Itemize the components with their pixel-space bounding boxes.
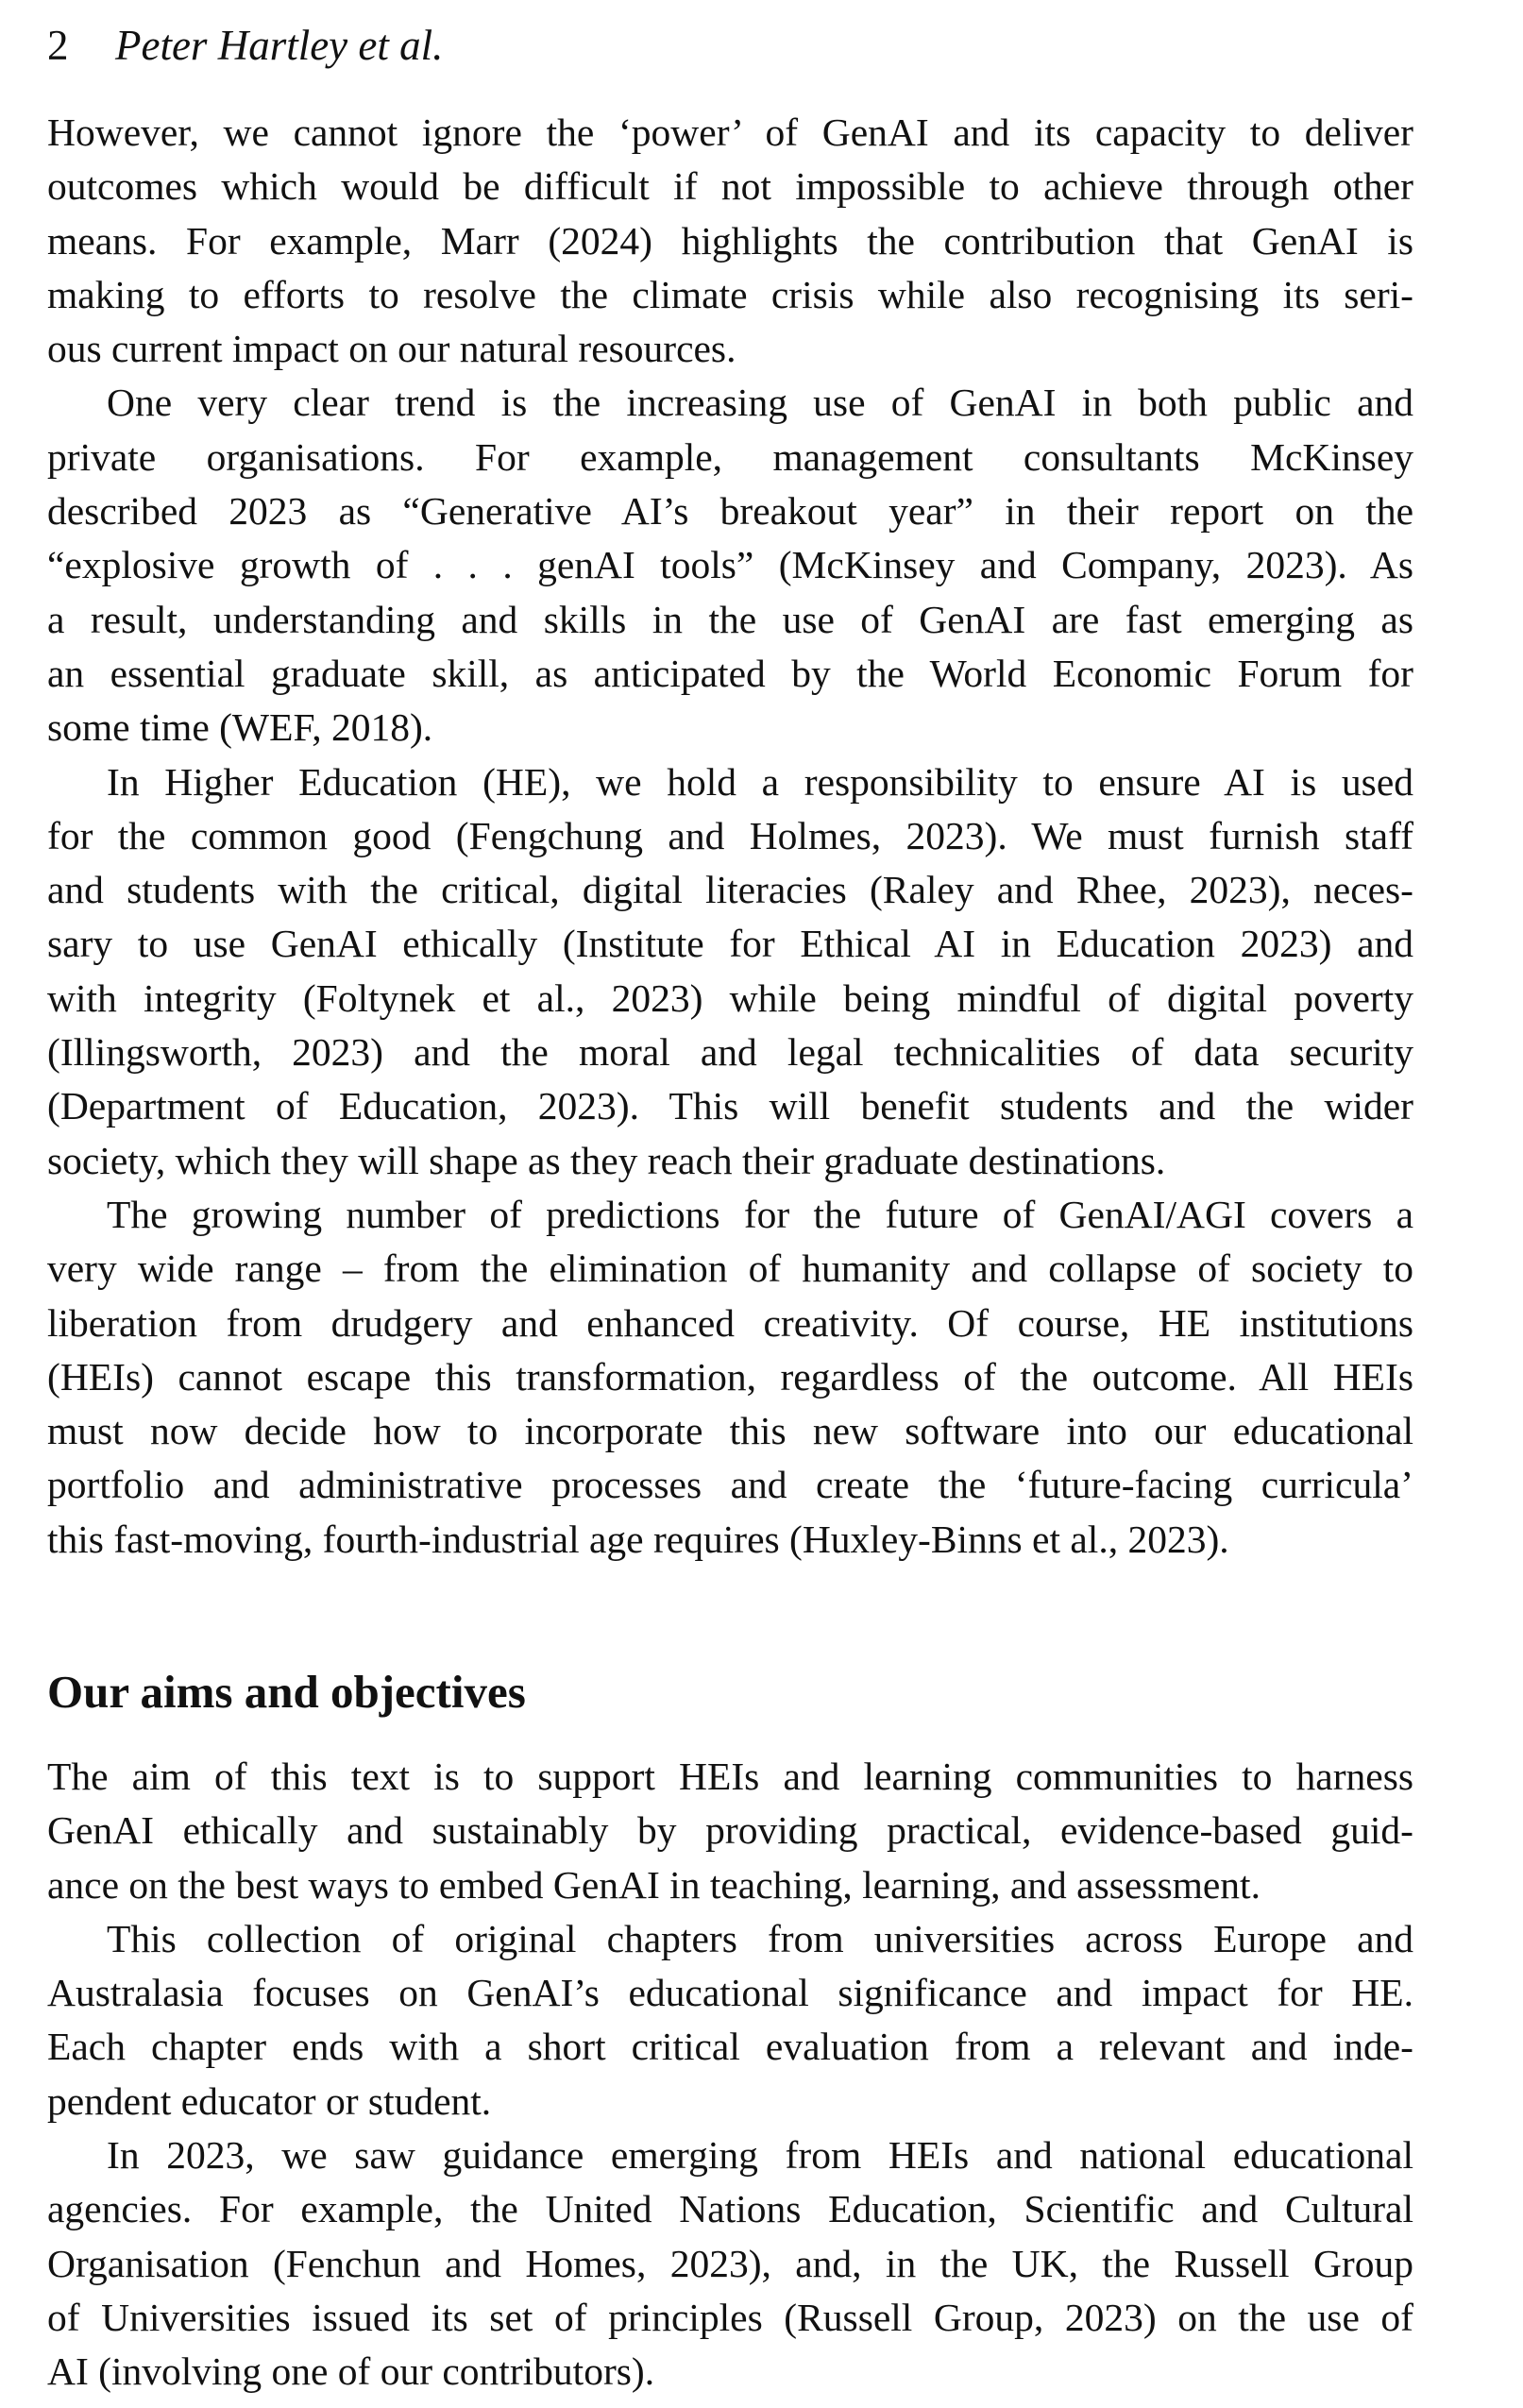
text-line: pendent educator or student.	[47, 2078, 492, 2123]
text-line: ance on the best ways to embed GenAI in teaching, learning, and assessment.	[47, 1862, 1261, 1907]
text-line: and students with the critical, digital literacies (Raley and Rhee, 2023), neces-	[47, 868, 1413, 912]
text-line: sary to use GenAI ethically (Institute for Ethical AI in Education 2023) and	[47, 922, 1413, 966]
text-line: private organisations. For example, management consultants McKinsey	[47, 434, 1413, 479]
text-line: portfolio and administrative processes and create the ‘future-facing curricula’	[47, 1463, 1413, 1507]
paragraph	[47, 106, 1413, 376]
text-line: ous current impact on our natural resources.	[47, 327, 736, 371]
body-section-intro	[47, 106, 1413, 1567]
text-line: However, we cannot ignore the ‘power’ of GenAI and its capacity to deliver	[47, 110, 1413, 154]
paragraph	[47, 1912, 1413, 2128]
text-line: society, which they will shape as they reach their graduate destinations.	[47, 1138, 1166, 1182]
text-line: In Higher Education (HE), we hold a responsibility to ensure AI is used	[107, 759, 1413, 804]
text-line: (HEIs) cannot escape this transformation, regardless of the outcome. All HEIs	[47, 1354, 1413, 1399]
text-line: outcomes which would be difficult if not impossible to achieve through other	[47, 164, 1413, 209]
text-line: GenAI ethically and sustainably by providing practical, evidence-based guid-	[47, 1808, 1413, 1853]
paragraph	[47, 755, 1413, 1188]
text-line: a result, understanding and skills in the use of GenAI are fast emerging as	[47, 597, 1413, 641]
text-line: of Universities issued its set of principles (Russell Group, 2023) on the use of	[47, 2295, 1413, 2339]
running-head-authors: Peter Hartley et al.	[115, 22, 444, 69]
section-heading: Our aims and objectives	[47, 1666, 526, 1718]
text-line: AI (involving one of our contributors).	[47, 2349, 655, 2394]
text-line: “explosive growth of . . . genAI tools” (McKinsey and Company, 2023). As	[47, 543, 1413, 587]
text-line: One very clear trend is the increasing use of GenAI in both public and	[107, 381, 1413, 425]
text-line: Organisation (Fenchun and Homes, 2023), and, in the UK, the Russell Group	[47, 2241, 1413, 2285]
paragraph	[47, 376, 1413, 755]
running-head	[47, 17, 443, 74]
text-line: The growing number of predictions for the future of GenAI/AGI covers a	[107, 1192, 1413, 1236]
text-line: (Department of Education, 2023). This will benefit students and the wider	[47, 1084, 1413, 1128]
body-section-aims	[47, 1750, 1413, 2400]
text-line: this fast-moving, fourth-industrial age requires (Huxley-Binns et al., 2023).	[47, 1517, 1229, 1561]
text-line: means. For example, Marr (2024) highlights the contribution that GenAI is	[47, 218, 1413, 263]
text-line: Australasia focuses on GenAI’s educational significance and impact for HE.	[47, 1971, 1413, 2015]
text-line: making to efforts to resolve the climate crisis while also recognising its seri-	[47, 272, 1413, 316]
text-line: an essential graduate skill, as anticipated by the World Economic Forum for	[47, 651, 1413, 695]
text-line: agencies. For example, the United Nations Education, Scientific and Cultural	[47, 2187, 1413, 2231]
text-line: must now decide how to incorporate this new software into our educational	[47, 1409, 1413, 1453]
text-line: liberation from drudgery and enhanced creativity. Of course, HE institutions	[47, 1300, 1413, 1345]
paragraph	[47, 1188, 1413, 1567]
text-line: The aim of this text is to support HEIs and learning communities to harness	[47, 1755, 1413, 1798]
paragraph	[47, 1750, 1413, 1912]
text-line: Each chapter ends with a short critical evaluation from a relevant and inde-	[47, 2025, 1413, 2069]
text-line: described 2023 as “Generative AI’s breakout year” in their report on the	[47, 489, 1413, 534]
text-line: some time (WEF, 2018).	[47, 705, 433, 750]
text-line: (Illingsworth, 2023) and the moral and legal technicalities of data security	[47, 1030, 1413, 1075]
text-line: with integrity (Foltynek et al., 2023) while being mindful of digital poverty	[47, 975, 1413, 1020]
text-line: very wide range – from the elimination of humanity and collapse of society to	[47, 1246, 1413, 1291]
text-line: In 2023, we saw guidance emerging from HEIs and national educational	[107, 2133, 1413, 2178]
text-line: This collection of original chapters from universities across Europe and	[107, 1916, 1413, 1960]
paragraph	[47, 2128, 1413, 2399]
page-number: 2	[47, 22, 69, 69]
text-line: for the common good (Fengchung and Holmes, 2023). We must furnish staff	[47, 813, 1413, 857]
